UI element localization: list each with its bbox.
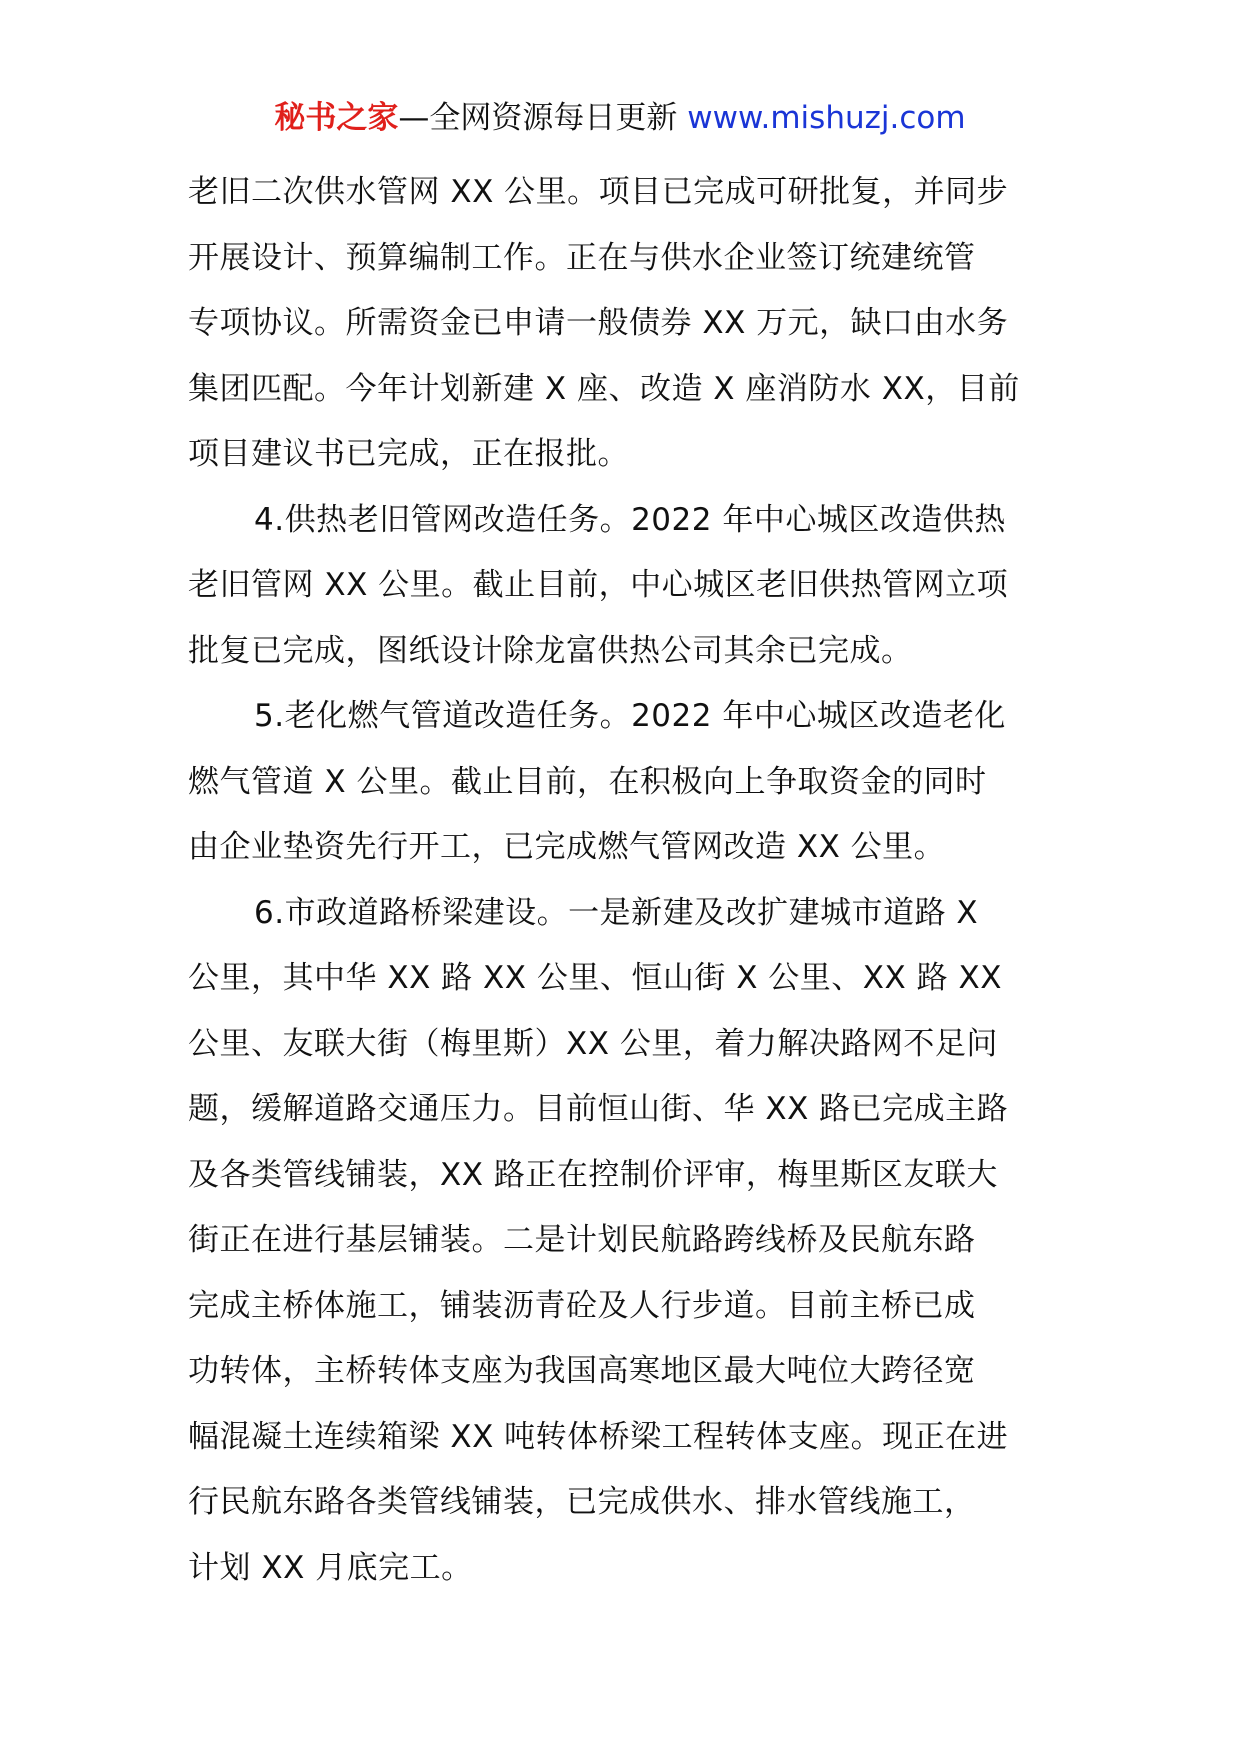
paragraph — [188, 160, 1056, 488]
site-brand: 秘书之家 — [274, 100, 399, 136]
paragraph — [188, 488, 1056, 685]
text-line: 老旧二次供水管网 XX 公里。项目已完成可研批复，并同步 — [188, 174, 1009, 210]
text-line: 6.市政道路桥梁建设。一是新建及改扩建城市道路 X — [254, 894, 979, 931]
text-line: 开展设计、预算编制工作。正在与供水企业签订统建统管 — [188, 239, 976, 276]
paragraph — [188, 684, 1056, 881]
text-line: 公里，其中华 XX 路 XX 公里、恒山街 X 公里、XX 路 XX — [188, 960, 1002, 996]
text-line: 功转体，主桥转体支座为我国高寒地区最大吨位大跨径宽 — [188, 1353, 976, 1389]
text-line: 及各类管线铺装，XX 路正在控制价评审，梅里斯区友联大 — [188, 1156, 998, 1193]
paragraph — [188, 881, 1056, 1602]
text-line: 公里、友联大街（梅里斯）XX 公里，着力解决路网不足问 — [188, 1025, 998, 1062]
site-slogan: —全网资源每日更新 — [398, 100, 688, 136]
text-line: 项目建议书已完成，正在报批。 — [188, 436, 629, 472]
text-line: 由企业垫资先行开工，已完成燃气管网改造 XX 公里。 — [188, 829, 946, 865]
text-line: 燃气管道 X 公里。截止目前，在积极向上争取资金的同时 — [188, 763, 987, 800]
site-url-link[interactable]: www.mishuzj.com — [687, 100, 966, 136]
text-line: 题，缓解道路交通压力。目前恒山街、华 XX 路已完成主路 — [188, 1091, 1009, 1127]
text-line: 行民航东路各类管线铺装，已完成供水、排水管线施工， — [188, 1484, 976, 1520]
text-line: 完成主桥体施工，铺装沥青砼及人行步道。目前主桥已成 — [188, 1287, 976, 1324]
text-line: 集团匹配。今年计划新建 X 座、改造 X 座消防水 XX，目前 — [188, 370, 1020, 407]
document-body — [188, 160, 1056, 1601]
text-line: 计划 XX 月底完工。 — [188, 1549, 473, 1586]
site-header — [0, 98, 1240, 138]
text-line: 幅混凝土连续箱梁 XX 吨转体桥梁工程转体支座。现正在进 — [188, 1418, 1009, 1455]
text-line: 5.老化燃气管道改造任务。2022 年中心城区改造老化 — [254, 698, 1006, 734]
text-line: 批复已完成，图纸设计除龙富供热公司其余已完成。 — [188, 632, 913, 669]
text-line: 老旧管网 XX 公里。截止目前，中心城区老旧供热管网立项 — [188, 567, 1009, 603]
text-line: 专项协议。所需资金已申请一般债券 XX 万元，缺口由水务 — [188, 305, 1009, 341]
text-line: 街正在进行基层铺装。二是计划民航路跨线桥及民航东路 — [188, 1222, 976, 1258]
text-line: 4.供热老旧管网改造任务。2022 年中心城区改造供热 — [254, 501, 1006, 538]
